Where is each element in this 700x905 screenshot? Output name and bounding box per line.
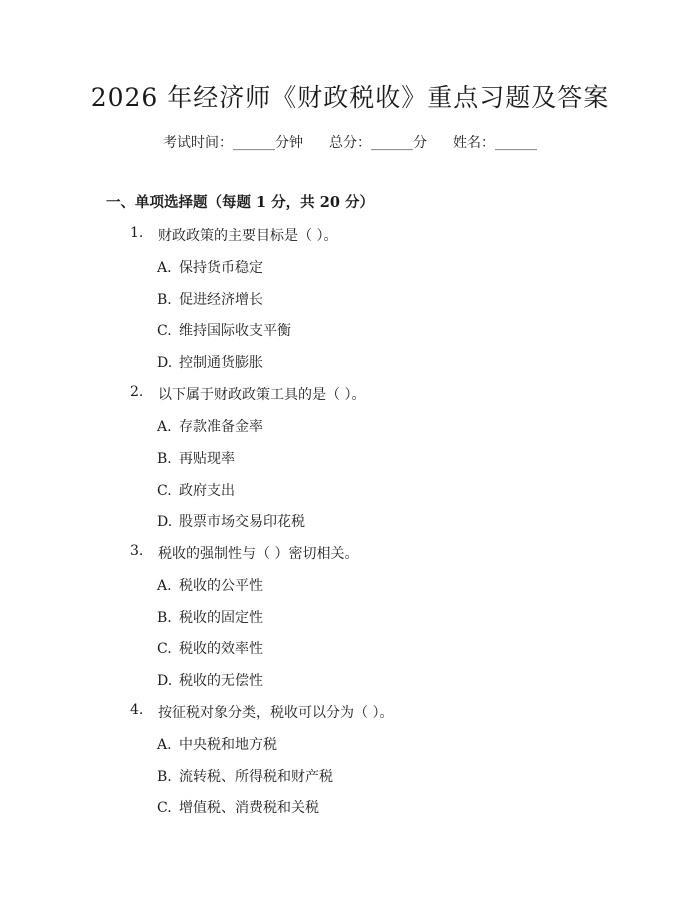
question-1-option-a: [157, 257, 263, 277]
option-text: 政府支出: [179, 483, 235, 499]
question-3-option-d: [157, 670, 263, 690]
option-letter: B.: [157, 610, 172, 626]
option-text: 保持货币稳定: [179, 260, 263, 276]
option-letter: C.: [157, 483, 172, 499]
question-number: 4.: [130, 702, 144, 718]
option-text: 税收的效率性: [179, 641, 263, 657]
option-letter: C.: [157, 800, 172, 816]
question-number: 2.: [130, 384, 144, 400]
option-text: 增值税、消费税和关税: [179, 800, 319, 816]
question-2-option-c: [157, 480, 235, 500]
option-text: 股票市场交易印花税: [179, 514, 305, 530]
question-2-option-b: [157, 448, 235, 468]
option-letter: D.: [157, 673, 173, 689]
option-letter: C.: [157, 323, 172, 339]
question-4-option-c: [157, 797, 319, 817]
question-number: 1.: [130, 225, 144, 241]
question-1-option-d: [157, 352, 263, 372]
exam-meta: [0, 132, 700, 152]
exam-time-field: 考试时间：______分钟: [163, 135, 303, 151]
option-text: 存款准备金率: [179, 419, 263, 435]
option-text: 再贴现率: [179, 451, 235, 467]
option-letter: C.: [157, 641, 172, 657]
option-letter: A.: [157, 260, 172, 276]
option-text: 税收的公平性: [179, 578, 263, 594]
question-1-option-b: [157, 289, 263, 309]
question-3-option-b: [157, 607, 263, 627]
question-text: 按征税对象分类，税收可以分为（ ）。: [158, 705, 394, 721]
option-letter: A.: [157, 578, 172, 594]
question-3-option-a: [157, 575, 263, 595]
option-letter: B.: [157, 769, 172, 785]
total-score-field: 总分：______分: [329, 135, 427, 151]
option-letter: D.: [157, 514, 173, 530]
option-letter: A.: [157, 419, 172, 435]
question-text: 财政政策的主要目标是（ ）。: [158, 228, 338, 244]
option-text: 控制通货膨胀: [179, 355, 263, 371]
question-3-option-c: [157, 638, 263, 658]
option-letter: D.: [157, 355, 173, 371]
question-2-option-a: [157, 416, 263, 436]
option-letter: A.: [157, 737, 172, 753]
option-text: 中央税和地方税: [179, 737, 277, 753]
question-4-option-b: [157, 766, 333, 786]
option-text: 维持国际收支平衡: [179, 323, 291, 339]
option-letter: B.: [157, 451, 172, 467]
question-text: 税收的强制性与（ ）密切相关。: [158, 546, 359, 562]
option-text: 促进经济增长: [179, 292, 263, 308]
question-number: 3.: [130, 543, 144, 559]
student-name-field: 姓名：______: [453, 135, 537, 151]
document-title: 2026 年经济师《财政税收》重点习题及答案: [90, 83, 610, 112]
question-2-option-d: [157, 511, 305, 531]
option-letter: B.: [157, 292, 172, 308]
question-4-option-a: [157, 734, 277, 754]
section-heading: 一、单项选择题（每题 1 分，共 20 分）: [106, 194, 374, 211]
question-1-option-c: [157, 320, 291, 340]
option-text: 税收的无偿性: [179, 673, 263, 689]
option-text: 税收的固定性: [179, 610, 263, 626]
question-text: 以下属于财政政策工具的是（ ）。: [158, 387, 366, 403]
option-text: 流转税、所得税和财产税: [179, 769, 333, 785]
